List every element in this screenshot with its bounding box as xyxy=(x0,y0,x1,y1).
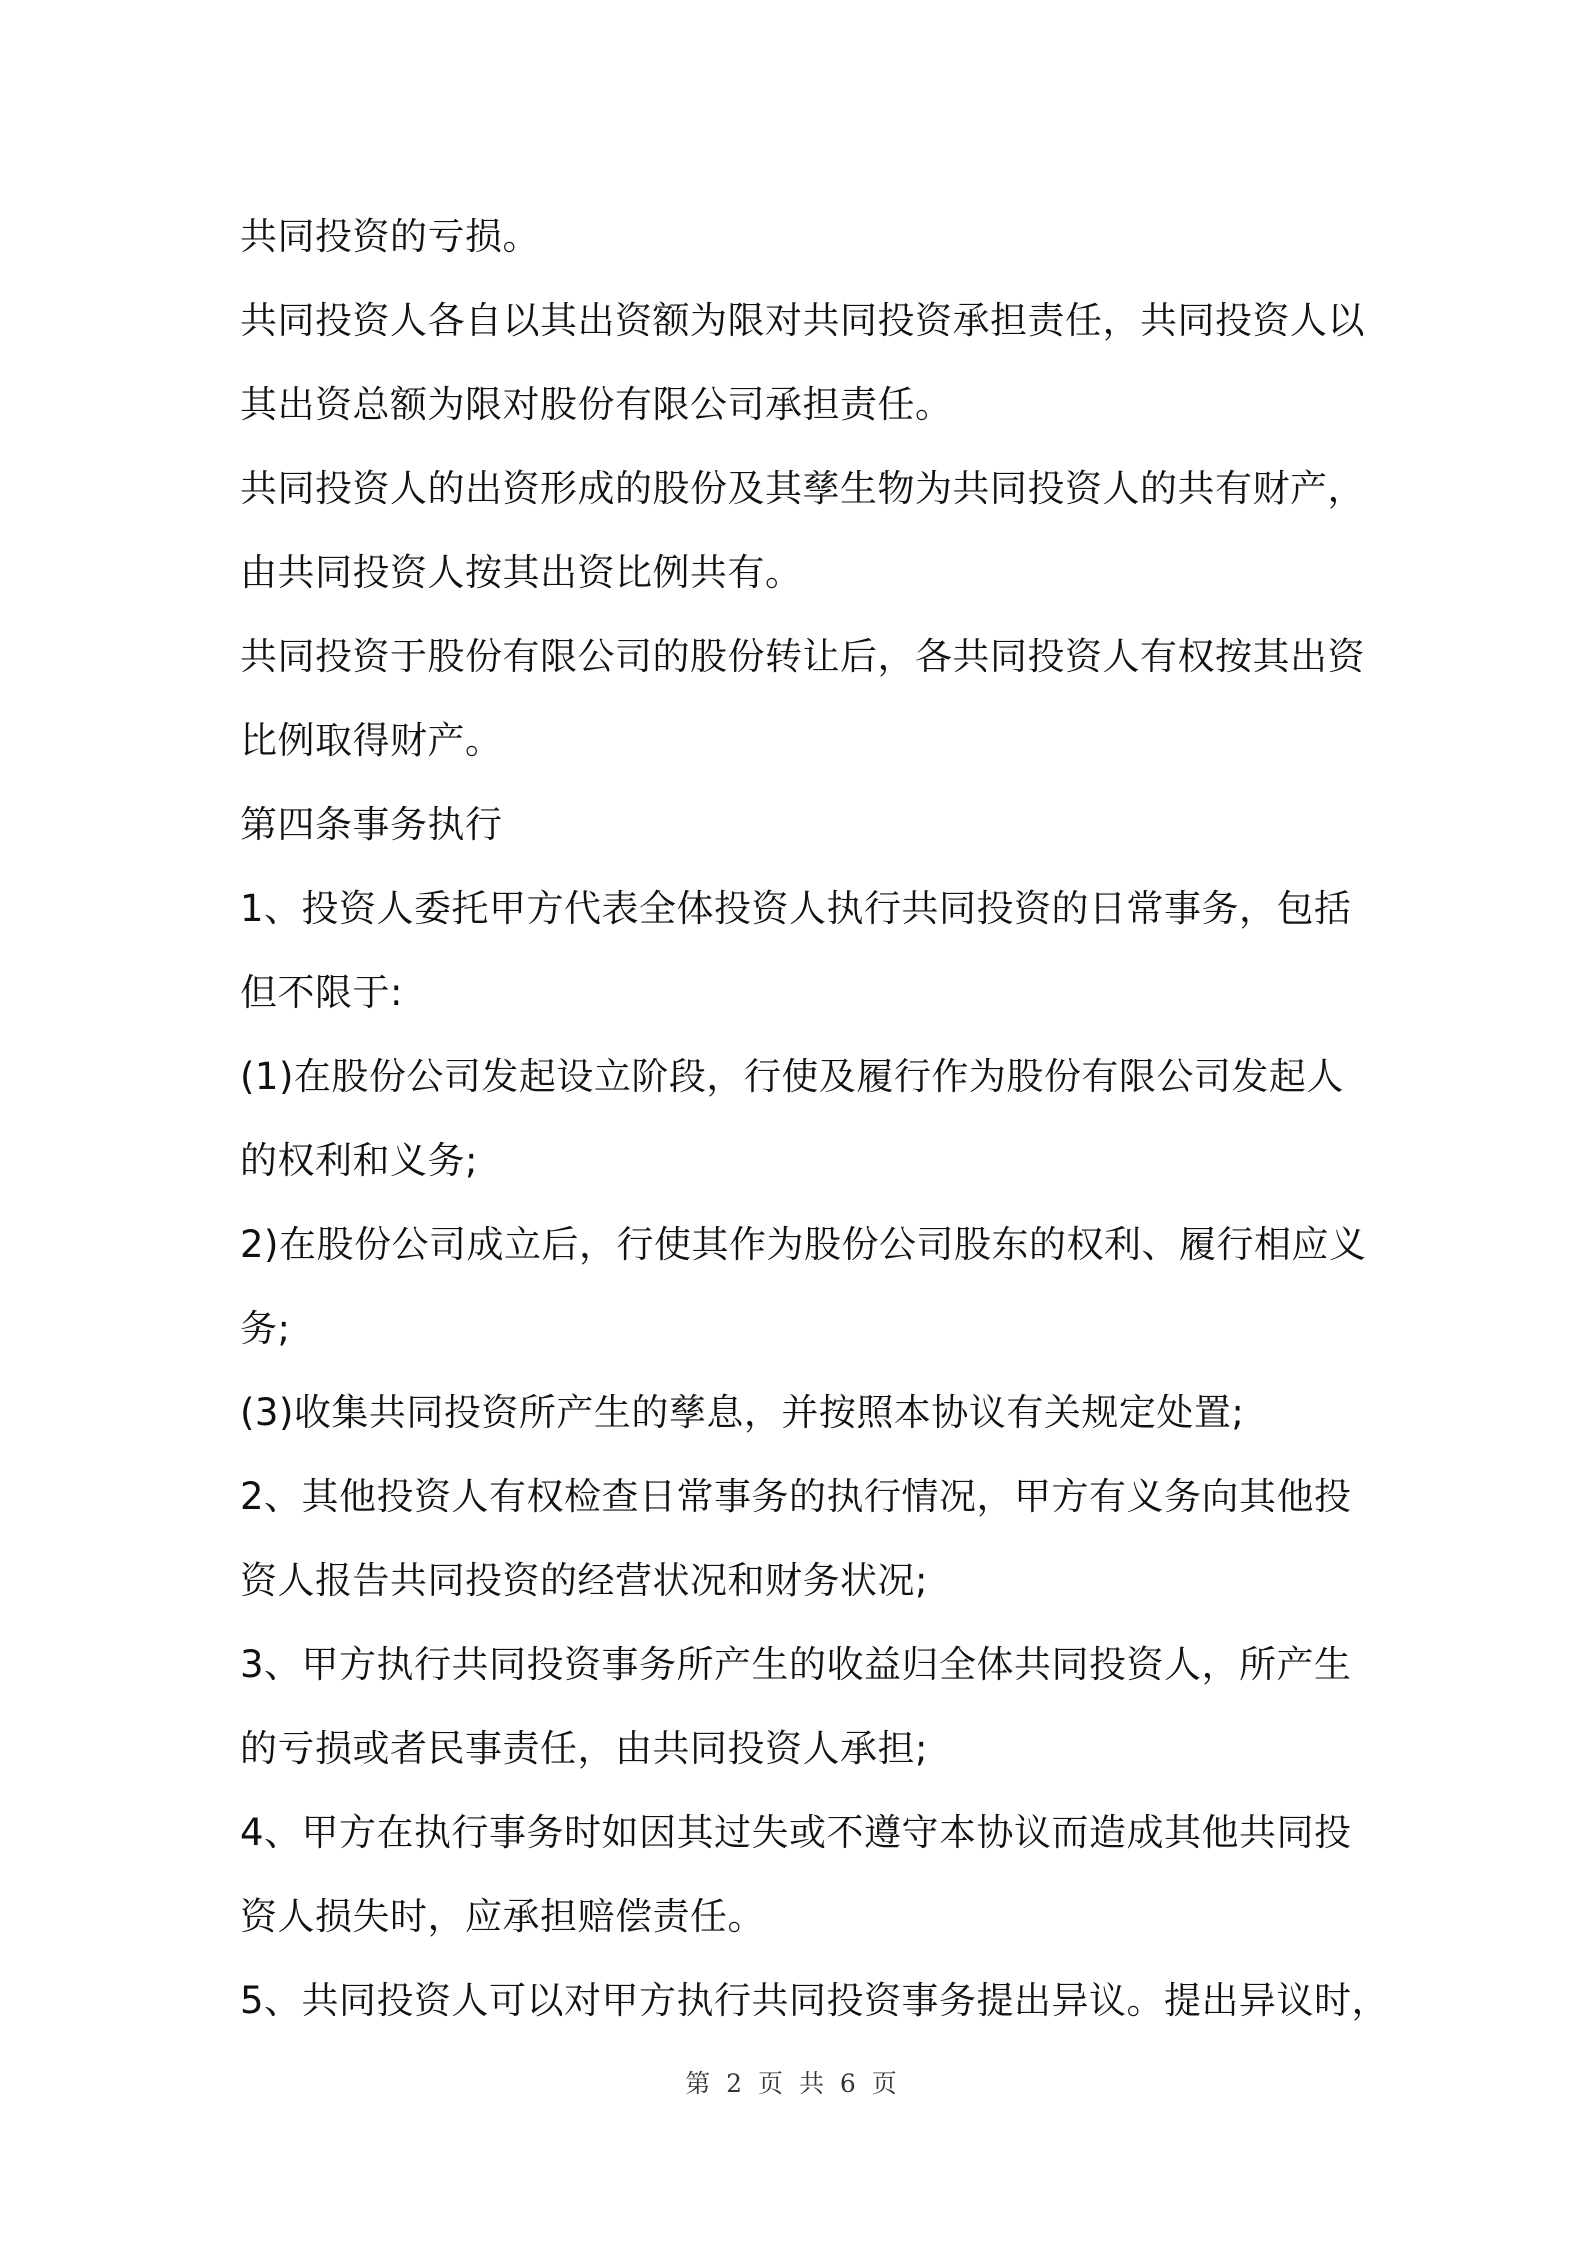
text-line: 3、甲方执行共同投资事务所产生的收益归全体共同投资人，所产生 xyxy=(240,1643,1352,1686)
text-line: 4、甲方在执行事务时如因其过失或不遵守本协议而造成其他共同投 xyxy=(240,1811,1352,1854)
text-line: 共同投资于股份有限公司的股份转让后，各共同投资人有权按其出资 xyxy=(240,635,1365,678)
text-line: (1)在股份公司发起设立阶段，行使及履行作为股份有限公司发起人 xyxy=(240,1055,1344,1098)
text-line: 共同投资人的出资形成的股份及其孳生物为共同投资人的共有财产， xyxy=(240,467,1365,510)
text-line: 共同投资人各自以其出资额为限对共同投资承担责任，共同投资人以 xyxy=(240,299,1365,342)
text-line: 资人损失时，应承担赔偿责任。 xyxy=(240,1895,765,1938)
document-body xyxy=(240,195,1390,2043)
text-line: 共同投资的亏损。 xyxy=(240,215,540,258)
text-line: 2)在股份公司成立后，行使其作为股份公司股东的权利、履行相应义 xyxy=(240,1223,1367,1266)
section-heading: 第四条事务执行 xyxy=(240,803,503,846)
text-line: 资人报告共同投资的经营状况和财务状况; xyxy=(240,1559,928,1602)
page-number-footer: 第 2 页 共 6 页 xyxy=(685,2069,901,2098)
text-line: 2、其他投资人有权检查日常事务的执行情况，甲方有义务向其他投 xyxy=(240,1475,1352,1518)
text-line: 其出资总额为限对股份有限公司承担责任。 xyxy=(240,383,953,426)
text-line: 1、投资人委托甲方代表全体投资人执行共同投资的日常事务，包括 xyxy=(240,887,1352,930)
text-line: 但不限于: xyxy=(240,971,403,1014)
text-line: (3)收集共同投资所产生的孳息，并按照本协议有关规定处置; xyxy=(240,1391,1245,1434)
text-line: 5、共同投资人可以对甲方执行共同投资事务提出异议。提出异议时， xyxy=(240,1979,1390,2022)
text-line: 由共同投资人按其出资比例共有。 xyxy=(240,551,803,594)
text-line: 比例取得财产。 xyxy=(240,719,503,762)
text-line: 务; xyxy=(240,1307,291,1350)
text-line: 的权利和义务; xyxy=(240,1139,478,1182)
text-line: 的亏损或者民事责任，由共同投资人承担; xyxy=(240,1727,928,1770)
